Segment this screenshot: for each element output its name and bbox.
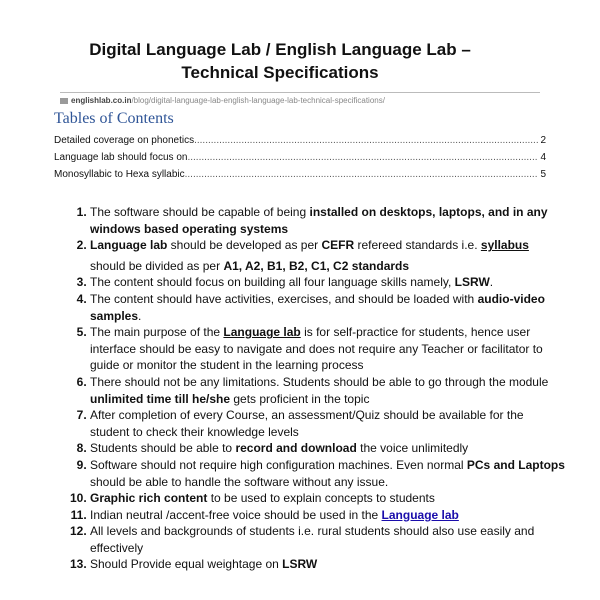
- toc-entry-label: Detailed coverage on phonetics: [54, 135, 195, 146]
- toc-entry[interactable]: [54, 132, 546, 149]
- req-text: Should Provide equal weightage on: [90, 557, 283, 572]
- document-title: [40, 38, 520, 84]
- req-text: Software should not require high configuration machines. Even normal: [90, 457, 467, 472]
- title-line-2: Technical Specifications: [181, 63, 379, 82]
- req-bold: A1, A2, B1, B2, C1, C2 standards: [223, 258, 410, 273]
- list-item: [90, 457, 565, 490]
- list-item: [90, 374, 565, 407]
- toc-entry-page: 4: [540, 152, 546, 163]
- req-bold: Graphic rich content: [90, 491, 208, 506]
- site-logo-icon: [60, 98, 68, 104]
- req-text: Students should be able to: [90, 441, 236, 456]
- req-text: .: [489, 275, 494, 290]
- list-item: [90, 556, 565, 573]
- toc-leader-dots: [187, 149, 538, 166]
- source-path[interactable]: /blog/digital-language-lab-english-language-lab-technical-specifications/: [131, 96, 385, 105]
- toc-entry-page: 5: [540, 169, 546, 180]
- req-bold: PCs and Laptops: [466, 457, 565, 472]
- req-bold: record and download: [235, 441, 357, 456]
- list-item: [90, 507, 565, 524]
- list-item: [90, 237, 565, 274]
- req-text: should be divided as per: [90, 258, 224, 273]
- toc-heading: Tables of Contents: [54, 110, 174, 127]
- req-text: Indian neutral /accent-free voice should be used in the: [90, 507, 382, 522]
- req-text: refereed standards i.e.: [354, 238, 481, 253]
- list-item: [90, 523, 565, 556]
- req-text: The software should be capable of being: [90, 205, 310, 219]
- toc-entry-page: 2: [540, 135, 546, 146]
- table-of-contents: [54, 110, 546, 183]
- list-item: [90, 440, 565, 457]
- req-text: The content should have activities, exercises, and should be loaded with: [90, 291, 478, 306]
- source-url-bar: [60, 92, 540, 105]
- language-lab-hyperlink[interactable]: Language lab: [381, 507, 459, 522]
- req-text: gets proficient in the topic: [230, 391, 370, 406]
- list-item: [90, 490, 565, 507]
- source-domain[interactable]: englishlab.co.in: [71, 96, 132, 105]
- req-bold: CEFR: [321, 238, 355, 253]
- req-text: the voice unlimitedly: [356, 441, 469, 456]
- toc-entry[interactable]: [54, 149, 546, 166]
- list-item: [90, 291, 565, 324]
- req-text: .: [138, 308, 142, 323]
- requirements-list: [62, 204, 565, 573]
- req-text: should be able to handle the software without any issue.: [90, 474, 389, 489]
- list-item: [90, 407, 565, 440]
- req-text: should be developed as per: [167, 238, 322, 253]
- toc-entry-label: Monosyllabic to Hexa syllabic: [54, 169, 185, 180]
- toc-leader-dots: [194, 132, 538, 149]
- req-text: After completion of every Course, an assessment/Quiz should be available for the student to check their knowledge levels: [90, 408, 524, 439]
- req-text: The content should focus on building all four language skills namely,: [90, 275, 455, 290]
- req-text: There should not be any limitations. Students should be able to go through the module: [90, 374, 549, 389]
- req-continuation: [90, 258, 565, 275]
- req-text: to be used to explain concepts to students: [207, 491, 435, 506]
- req-bold: audio-video samples: [90, 291, 545, 323]
- req-text: The main purpose of the: [90, 325, 224, 340]
- syllabus-link[interactable]: syllabus: [480, 238, 529, 253]
- list-item: [90, 274, 565, 291]
- req-bold: Language lab: [90, 238, 168, 253]
- req-text: is for self-practice for students, hence user interface should be easy to navigate and does not require any Teacher or facilitator to guide or monitor the student in the learning process: [90, 325, 543, 373]
- language-lab-link[interactable]: Language lab: [223, 325, 301, 340]
- toc-leader-dots: [185, 166, 539, 183]
- req-bold: LSRW: [282, 557, 318, 572]
- list-item: [90, 324, 565, 374]
- req-bold: installed on desktops, laptops, and in any windows based operating systems: [90, 205, 548, 236]
- req-bold: LSRW: [454, 275, 490, 290]
- req-text: All levels and backgrounds of students i.e. rural students should also use easily and effectively: [90, 524, 535, 555]
- title-line-1: Digital Language Lab / English Language Lab –: [89, 40, 471, 59]
- list-item: [90, 204, 565, 237]
- toc-entry[interactable]: [54, 166, 546, 183]
- req-bold: unlimited time till he/she: [90, 391, 231, 406]
- toc-entry-label: Language lab should focus on: [54, 152, 188, 163]
